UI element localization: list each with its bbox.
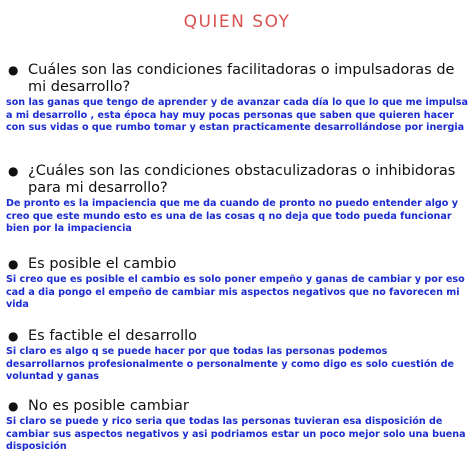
bullet-icon: ● (8, 399, 19, 413)
section-heading-text: ¿Cuáles son las condiciones obstaculizadoras o inhibidoras para mi desarrollo? (28, 163, 456, 196)
section-answer: De pronto es la impaciencia que me da cuando de pronto no puedo entender algo y creo que este mundo esto es una de las cosas q no deja que todo pueda funcionar bien por la impaciencia (6, 198, 458, 234)
section-not-possible-to-change (6, 398, 468, 454)
section-heading-text: No es posible cambiar (28, 398, 189, 414)
section-obstructing-conditions (6, 163, 468, 236)
bullet-icon: ● (8, 329, 19, 343)
section-heading (6, 256, 468, 273)
bullet-icon: ● (8, 257, 19, 271)
section-answer: Si claro se puede y rico seria que todas las personas tuvieran esa disposición de cambiar sus aspectos negativos y asi podriamos estar un poco mejor solo una buena disposición (6, 416, 466, 452)
section-heading-text: Es factible el desarrollo (28, 328, 198, 344)
section-change-possible (6, 256, 468, 312)
section-answer: son las ganas que tengo de aprender y de avanzar cada día lo que lo que me impulsa a mi desarrollo , esta época hay muy pocas personas que saben que quieren hacer con sus vidas o que rumbo tomar y estan practicamente desarrollándose por inergia (6, 97, 468, 133)
section-heading (6, 398, 468, 415)
section-heading (6, 328, 468, 345)
section-development-feasible (6, 328, 468, 384)
bullet-icon: ● (8, 164, 19, 178)
bullet-icon: ● (8, 63, 19, 77)
section-heading (6, 62, 468, 96)
section-answer: Si claro es algo q se puede hacer por que todas las personas podemos desarrollarnos profesionalmente o personalmente y como digo es solo cuestión de voluntad y ganas (6, 346, 454, 382)
section-facilitating-conditions (6, 62, 468, 135)
section-answer: Si creo que es posible el cambio es solo poner empeño y ganas de cambiar y por eso cad a dia pongo el empeño de cambiar mis aspectos negativos que no favorecen mi vida (6, 274, 465, 310)
section-heading-text: Cuáles son las condiciones facilitadoras o impulsadoras de mi desarrollo? (28, 62, 455, 95)
page-title: QUIEN SOY (183, 12, 291, 32)
section-heading-text: Es posible el cambio (28, 256, 177, 272)
section-heading (6, 163, 468, 197)
